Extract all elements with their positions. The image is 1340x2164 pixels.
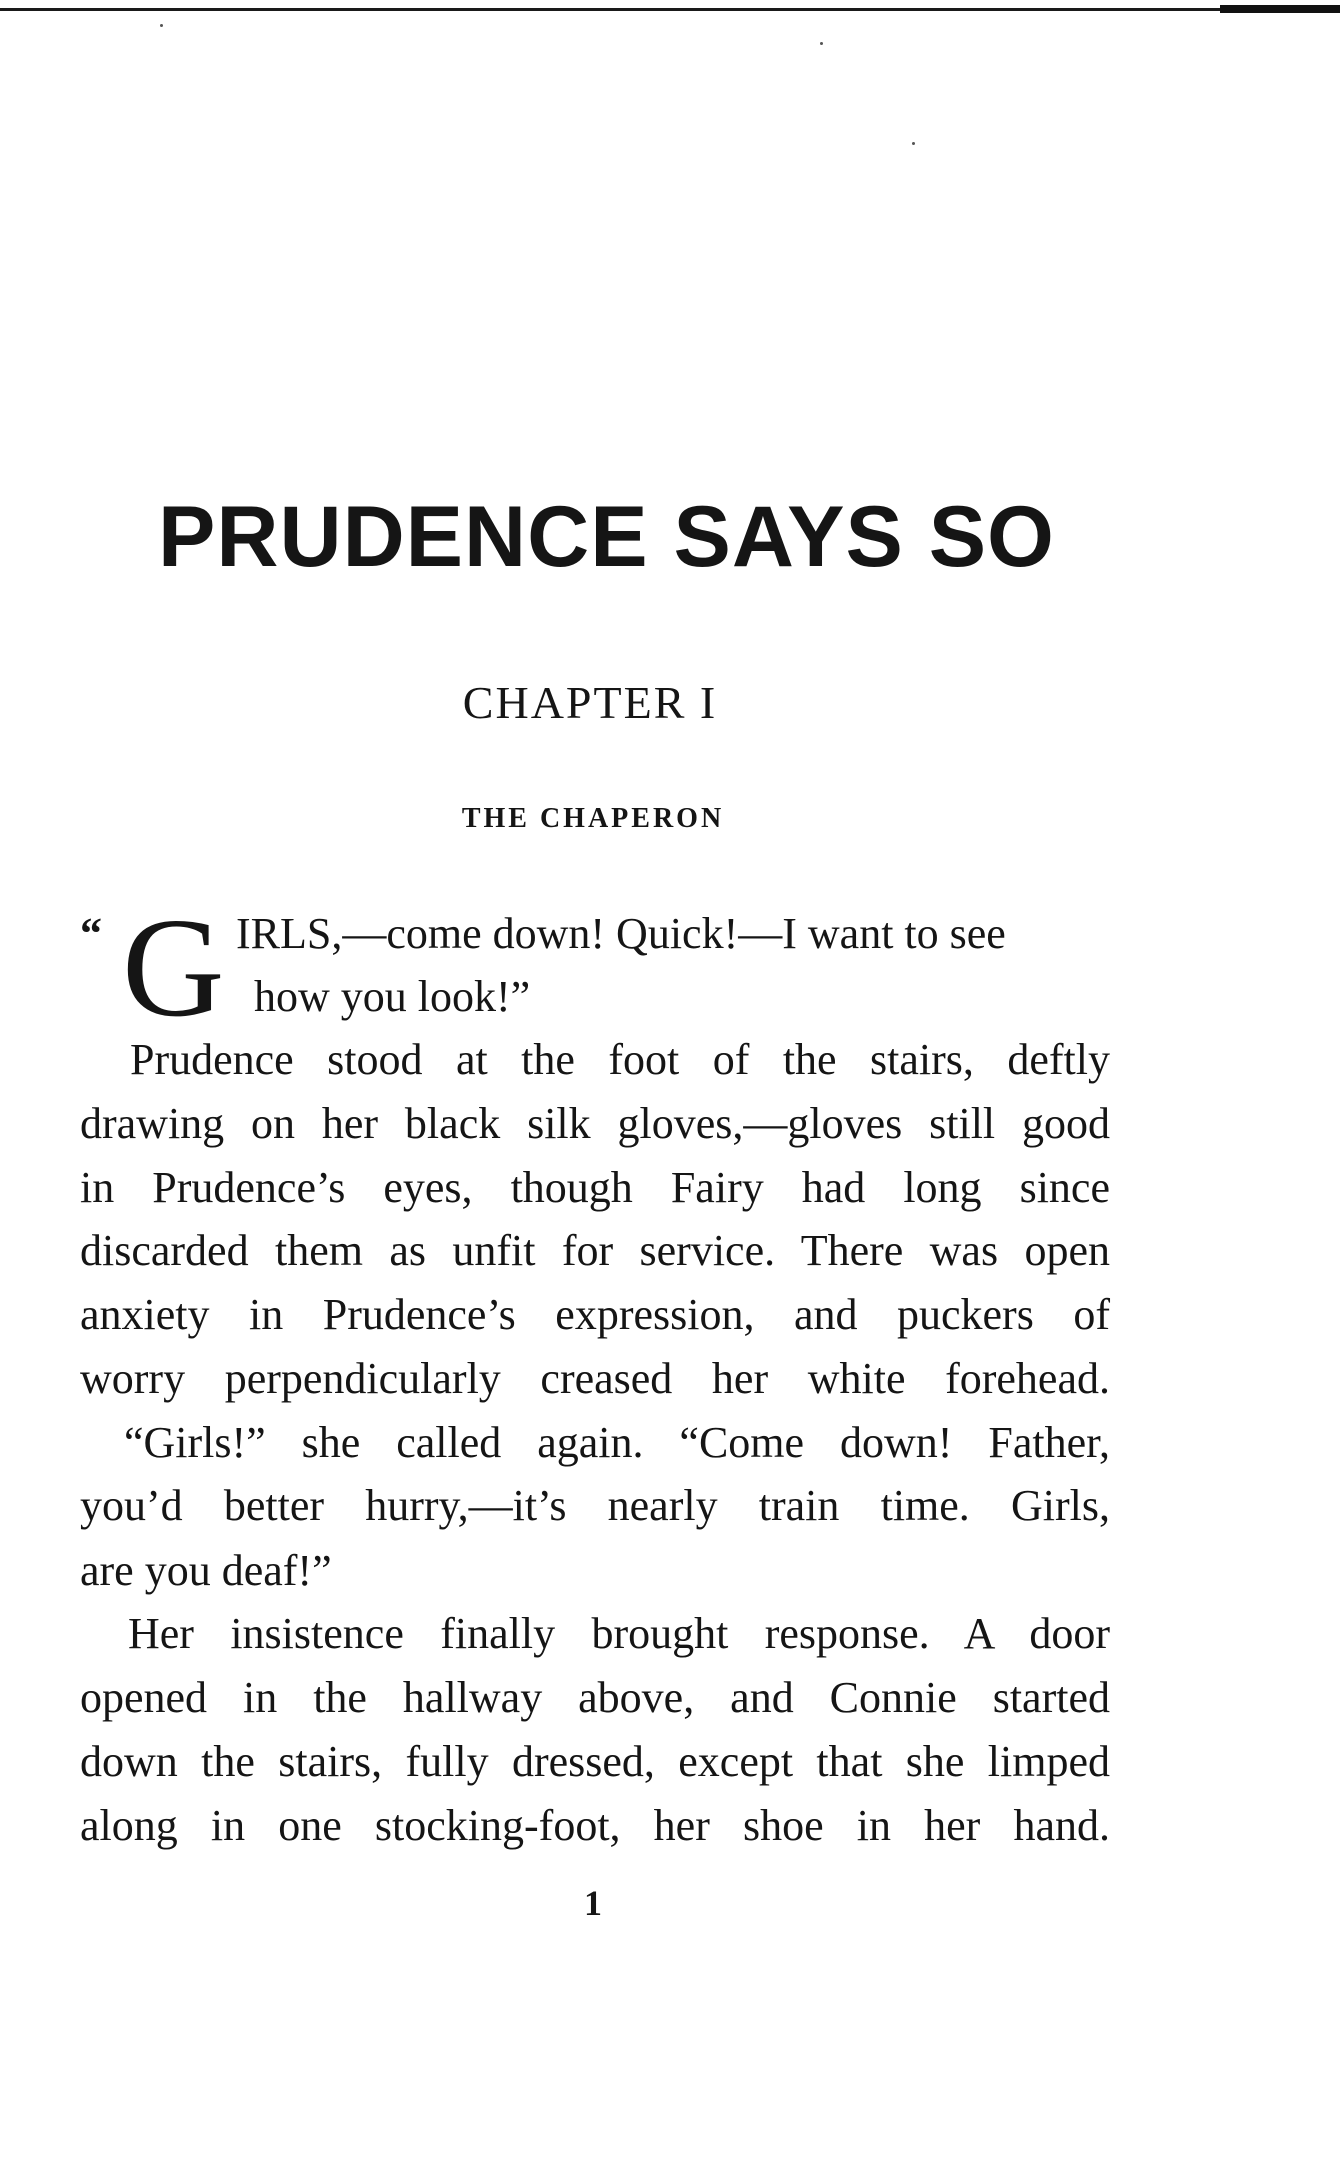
text-line: anxiety in Prudence’s expression, and puckers of — [80, 1290, 1110, 1339]
text-line: Prudence stood at the foot of the stairs, deftly — [130, 1035, 1110, 1084]
text-line: along in one stocking-foot, her shoe in her hand. — [80, 1801, 1110, 1850]
text-line: “Girls!” she called again. “Come down! Father, — [124, 1418, 1110, 1467]
text-line: drawing on her black silk gloves,—gloves still good — [80, 1099, 1110, 1148]
book-title: PRUDENCE SAYS SO — [158, 489, 1055, 585]
text-line: discarded them as unfit for service. There was open — [80, 1226, 1110, 1275]
page-number: 1 — [584, 1883, 602, 1923]
print-speck — [912, 142, 915, 145]
text-line: opened in the hallway above, and Connie started — [80, 1673, 1110, 1722]
text-line: down the stairs, fully dressed, except that she limped — [80, 1737, 1110, 1786]
text-line: are you deaf!” — [80, 1546, 332, 1595]
chapter-title: THE CHAPERON — [461, 803, 725, 834]
drop-cap-letter: G — [122, 888, 225, 1046]
top-edge-rule — [0, 0, 1340, 20]
text-line: you’d better hurry,—it’s nearly train time. Girls, — [80, 1481, 1110, 1530]
print-speck — [820, 42, 823, 45]
print-speck — [160, 24, 163, 27]
opening-line-2: how you look!” — [254, 972, 531, 1021]
text-line: Her insistence finally brought response. A door — [128, 1609, 1110, 1658]
text-line: worry perpendicularly creased her white forehead. — [80, 1354, 1110, 1403]
text-line: in Prudence’s eyes, though Fairy had long since — [80, 1163, 1110, 1212]
opening-quote-mark: “ — [80, 909, 102, 958]
chapter-number: CHAPTER I — [462, 677, 718, 728]
opening-line-1: IRLS,—come down! Quick!—I want to see — [236, 909, 1006, 958]
